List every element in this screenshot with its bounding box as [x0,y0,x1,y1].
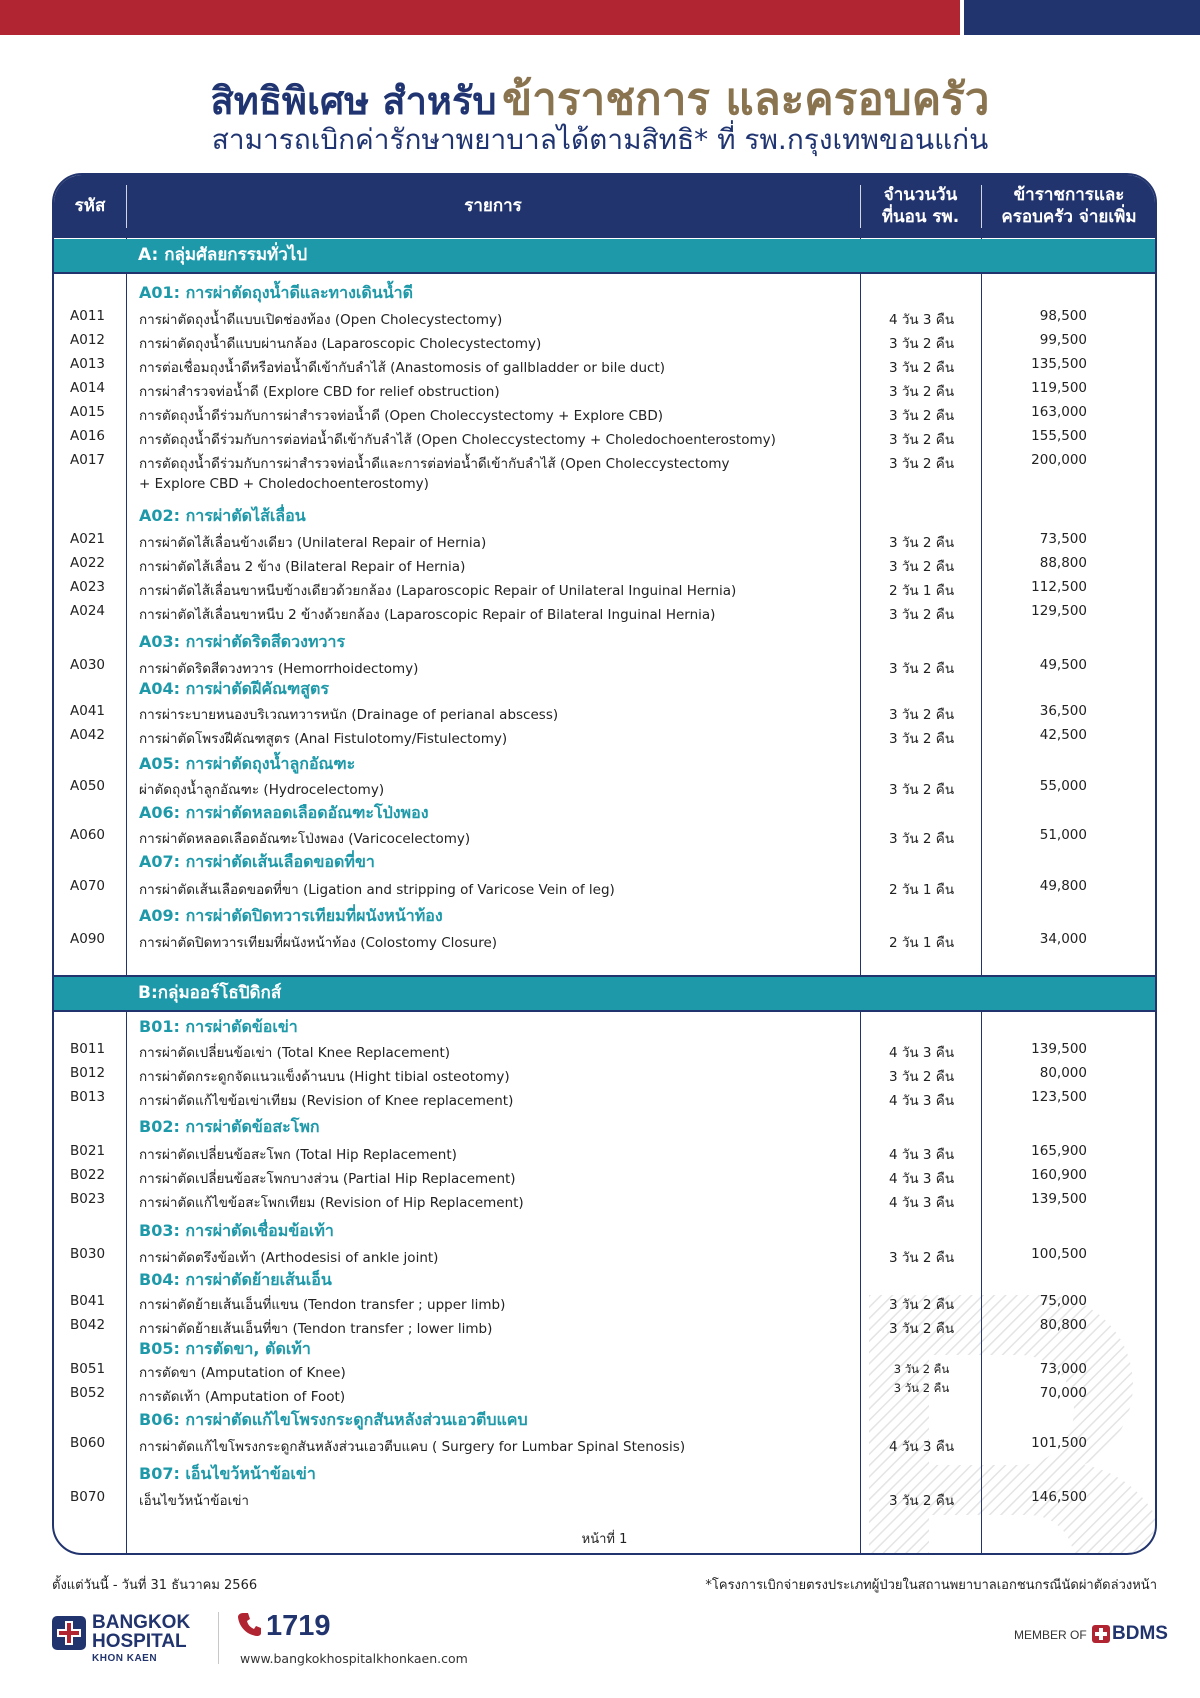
row-price: 88,800 [1039,555,1087,571]
table-row [54,1293,1155,1315]
table-row [54,603,1155,625]
table-row [54,332,1155,354]
subheading-a06: A06: การผ่าตัดหลอดเลือดอัณฑะโป่งพอง [139,803,429,822]
row-code: A041 [70,703,106,719]
row-nights: 3 วัน 2 คืน [888,782,955,798]
row-nights: 3 วัน 2 คืน [888,1321,955,1337]
logo-word-bangkok: BANGKOK [92,1612,191,1633]
logo-branch: KHON KAEN [92,1653,158,1664]
row-code: A024 [70,603,106,619]
row-price: 160,900 [1031,1167,1087,1183]
subheading-b04: B04: การผ่าตัดย้ายเส้นเอ็น [139,1270,332,1289]
page-number: หน้าที่ 1 [581,1532,628,1547]
group-a-header [54,239,1155,272]
col-header-nights [860,175,981,238]
table-row [54,703,1155,725]
row-price: 73,000 [1039,1361,1087,1377]
row-nights: 3 วัน 2 คืน [893,1381,950,1395]
table-header [54,175,1155,238]
subheading-b07: B07: เอ็นไขว้หน้าข้อเข่า [139,1464,316,1483]
row-price: 123,500 [1031,1089,1087,1105]
hospital-cross-icon [52,1616,86,1650]
row-description: การตัดขา (Amputation of Knee) [139,1365,346,1381]
bdms-logo [1092,1622,1168,1646]
row-price: 34,000 [1039,931,1087,947]
row-code: A012 [70,332,106,348]
table-row [54,1246,1155,1268]
row-code: B011 [70,1041,106,1057]
row-code: A060 [70,827,106,843]
row-code: B023 [70,1191,106,1207]
row-description: การผ่าตัดโพรงฝีคัณฑสูตร (Anal Fistulotomy/Fistulectomy) [139,731,508,747]
table-row [54,1089,1155,1111]
row-price: 49,800 [1039,878,1087,894]
row-code: B030 [70,1246,106,1262]
price-table [52,173,1157,1555]
col-header-nights-line1: จำนวนวัน [883,185,958,206]
member-of-label: MEMBER OF [1014,1628,1087,1642]
row-nights: 3 วัน 2 คืน [893,1362,950,1376]
row-price: 129,500 [1031,603,1087,619]
row-description: การผ่าตัดแก้ไขข้อสะโพกเทียม (Revision of Hip Replacement) [139,1195,524,1211]
row-nights: 4 วัน 3 คืน [888,312,955,328]
row-description: การผ่าตัดริดสีดวงทวาร (Hemorrhoidectomy) [139,661,419,677]
row-description: การตัดเท้า (Amputation of Foot) [139,1389,346,1405]
table-row [54,308,1155,330]
row-nights: 3 วัน 2 คืน [888,456,955,472]
table-row [54,657,1155,679]
row-price: 98,500 [1039,308,1087,324]
col-header-item: รายการ [464,195,522,216]
row-code: B021 [70,1143,106,1159]
row-description: การผ่าตัดถุงน้ำดีแบบเปิดช่องท้อง (Open Cholecystectomy) [139,312,503,328]
row-description-continued: + Explore CBD + Choledochoenterostomy) [139,476,429,492]
bangkok-hospital-logo [52,1612,204,1667]
table-row [54,404,1155,426]
row-price: 70,000 [1039,1385,1087,1401]
table-row [54,579,1155,601]
row-price: 99,500 [1039,332,1087,348]
row-code: B052 [70,1385,106,1401]
row-code: B012 [70,1065,106,1081]
row-description: การผ่าระบายหนองบริเวณทวารหนัก (Drainage of perianal abscess) [139,707,559,723]
row-code: A017 [70,452,106,468]
row-description: การผ่าตัดไส้เลื่อน 2 ข้าง (Bilateral Repair of Hernia) [139,559,466,575]
subheading-b03: B03: การผ่าตัดเชื่อมข้อเท้า [139,1221,334,1240]
row-description: การผ่าตัดไส้เลื่อนข้างเดียว (Unilateral Repair of Hernia) [139,535,487,551]
row-nights: 4 วัน 3 คืน [888,1093,955,1109]
row-code: A016 [70,428,106,444]
row-price: 73,500 [1039,531,1087,547]
row-nights: 4 วัน 3 คืน [888,1439,955,1455]
subheading-a05: A05: การผ่าตัดถุงน้ำลูกอัณฑะ [139,754,356,773]
row-nights: 2 วัน 1 คืน [888,583,955,599]
table-row [54,380,1155,402]
row-price: 200,000 [1031,452,1087,468]
row-nights: 3 วัน 2 คืน [888,731,955,747]
table-row [54,1167,1155,1189]
row-description: การตัดถุงน้ำดีร่วมกับการผ่าสำรวจท่อน้ำดีและการต่อท่อน้ำดีเข้ากับลำไส้ (Open Choleccystectomy [139,456,730,472]
row-code: A013 [70,356,106,372]
row-price: 100,500 [1031,1246,1087,1262]
row-code: A023 [70,579,106,595]
col-header-payment [981,175,1157,238]
page-subtitle: สามารถเบิกค่ารักษาพยาบาลได้ตามสิทธิ* ที่ รพ.กรุงเทพขอนแก่น [211,123,989,156]
table-row [54,1489,1155,1511]
row-price: 119,500 [1031,380,1087,396]
row-nights: 3 วัน 2 คืน [888,360,955,376]
row-nights: 3 วัน 2 คืน [888,384,955,400]
col-header-code: รหัส [74,195,106,216]
top-red-bar [0,0,960,35]
table-row [54,1381,1155,1407]
subheading-b02: B02: การผ่าตัดข้อสะโพก [139,1117,320,1136]
row-price: 75,000 [1039,1293,1087,1309]
row-code: B070 [70,1489,106,1505]
hotline[interactable] [238,1610,331,1643]
row-description: การผ่าตัดไส้เลื่อนขาหนีบ 2 ข้างด้วยกล้อง (Laparoscopic Repair of Bilateral Inguinal Hernia) [139,607,716,623]
subheading-a09: A09: การผ่าตัดปิดทวารเทียมที่ผนังหน้าท้อง [139,906,443,925]
row-nights: 4 วัน 3 คืน [888,1195,955,1211]
row-description: การผ่าตัดถุงน้ำดีแบบผ่านกล้อง (Laparoscopic Cholecystectomy) [139,336,542,352]
table-row [54,778,1155,800]
row-price: 49,500 [1039,657,1087,673]
phone-icon [238,1610,262,1643]
row-code: A011 [70,308,106,324]
group-a-divider [54,272,1155,274]
subheading-a03: A03: การผ่าตัดริดสีดวงทวาร [139,632,346,651]
col-header-payment-line2: ครอบครัว จ่ายเพิ่ม [1001,206,1137,227]
table-row [54,356,1155,378]
row-code: A090 [70,931,106,947]
row-description: ผ่าตัดถุงน้ำลูกอัณฑะ (Hydrocelectomy) [139,782,385,798]
row-price: 139,500 [1031,1191,1087,1207]
title-part-civil-servants: ข้าราชการ และครอบครัว [502,74,990,125]
bdms-wordmark: BDMS [1112,1623,1168,1644]
row-nights: 3 วัน 2 คืน [888,1250,955,1266]
row-code: B060 [70,1435,106,1451]
group-a-label: A: กลุ่มศัลยกรรมทั่วไป [138,245,308,265]
bdms-cross-icon [1092,1625,1110,1643]
table-row [54,1317,1155,1339]
row-description: การผ่าตัดไส้เลื่อนขาหนีบข้างเดียวด้วยกล้อง (Laparoscopic Repair of Unilateral Inguinal Hernia) [139,583,737,599]
row-code: A070 [70,878,106,894]
top-navy-bar [964,0,1200,35]
row-price: 55,000 [1039,778,1087,794]
subheading-a02: A02: การผ่าตัดไส้เลื่อน [139,506,306,525]
row-price: 146,500 [1031,1489,1087,1505]
table-row [54,428,1155,450]
table-row [54,531,1155,553]
table-row [54,452,1155,474]
row-nights: 4 วัน 3 คืน [888,1171,955,1187]
row-nights: 3 วัน 2 คืน [888,432,955,448]
table-row [54,555,1155,577]
logo-wordmark [92,1613,190,1651]
row-description: การผ่าตัดย้ายเส้นเอ็นที่แขน (Tendon transfer ; upper limb) [139,1297,506,1313]
group-b-divider [54,1010,1155,1012]
row-nights: 3 วัน 2 คืน [888,661,955,677]
row-code: B013 [70,1089,106,1105]
row-nights: 3 วัน 2 คืน [888,535,955,551]
row-nights: 3 วัน 2 คืน [888,559,955,575]
row-nights: 4 วัน 3 คืน [888,1147,955,1163]
group-b-header [54,977,1155,1010]
row-nights: 3 วัน 2 คืน [888,607,955,623]
row-nights: 3 วัน 2 คืน [888,1297,955,1313]
row-code: A050 [70,778,106,794]
title-part-privilege: สิทธิพิเศษ สำหรับ [210,79,497,123]
row-price: 101,500 [1031,1435,1087,1451]
table-row [54,1065,1155,1087]
row-description: การผ่าตัดปิดทวารเทียมที่ผนังหน้าท้อง (Colostomy Closure) [139,935,498,951]
row-nights: 2 วัน 1 คืน [888,935,955,951]
row-description: การผ่าตัดแก้ไขข้อเข่าเทียม (Revision of Knee replacement) [139,1093,514,1109]
row-code: A015 [70,404,106,420]
row-nights: 4 วัน 3 คืน [888,1045,955,1061]
subheading-a07: A07: การผ่าตัดเส้นเลือดขอดที่ขา [139,852,375,871]
row-code: A042 [70,727,106,743]
table-row [54,1191,1155,1213]
row-description: การผ่าสำรวจท่อน้ำดี (Explore CBD for relief obstruction) [139,384,500,400]
valid-period-note: ตั้งแต่วันนี้ - วันที่ 31 ธันวาคม 2566 [52,1578,258,1593]
row-price: 51,000 [1039,827,1087,843]
subheading-b06: B06: การผ่าตัดแก้ไขโพรงกระดูกสันหลังส่วนเอวตีบแคบ [139,1410,528,1429]
table-row [54,1361,1155,1383]
row-description: การต่อเชื่อมถุงน้ำดีหรือท่อน้ำดีเข้ากับลำไส้ (Anastomosis of gallbladder or bile duct) [139,360,666,376]
row-description: การผ่าตัดเส้นเลือดขอดที่ขา (Ligation and stripping of Varicose Vein of leg) [139,882,615,898]
row-description: การผ่าตัดตรึงข้อเท้า (Arthodesisi of ankle joint) [139,1250,439,1266]
row-price: 139,500 [1031,1041,1087,1057]
hotline-number[interactable]: 1719 [266,1610,331,1642]
row-code: A014 [70,380,106,396]
subheading-a01: A01: การผ่าตัดถุงน้ำดีและทางเดินน้ำดี [139,283,413,302]
row-description: การผ่าตัดย้ายเส้นเอ็นที่ขา (Tendon transfer ; lower limb) [139,1321,493,1337]
row-price: 165,900 [1031,1143,1087,1159]
row-description: การผ่าตัดกระดูกจัดแนวแข็งด้านบน (Hight tibial osteotomy) [139,1069,510,1085]
row-description: การผ่าตัดเปลี่ยนข้อสะโพกบางส่วน (Partial Hip Replacement) [139,1171,516,1187]
row-nights: 3 วัน 2 คืน [888,336,955,352]
row-price: 155,500 [1031,428,1087,444]
row-description: การผ่าตัดหลอดเลือดอัณฑะโป่งพอง (Varicocelectomy) [139,831,471,847]
subheading-b05: B05: การตัดขา, ตัดเท้า [139,1339,311,1358]
row-code: A022 [70,555,106,571]
row-code: B022 [70,1167,106,1183]
row-code: A021 [70,531,106,547]
subheading-a04: A04: การผ่าตัดฝีคัณฑสูตร [139,679,329,698]
row-nights: 3 วัน 2 คืน [888,707,955,723]
row-nights: 3 วัน 2 คืน [888,831,955,847]
table-row [54,1041,1155,1063]
row-code: A030 [70,657,106,673]
col-header-payment-line1: ข้าราชการและ [1013,185,1125,206]
row-code: B042 [70,1317,106,1333]
direct-billing-note: *โครงการเบิกจ่ายตรงประเภทผู้ป่วยในสถานพยาบาลเอกชนกรณีนัดผ่าตัดล่วงหน้า [705,1578,1157,1593]
website-link[interactable]: www.bangkokhospitalkhonkaen.com [240,1651,468,1666]
row-description: การตัดถุงน้ำดีร่วมกับการผ่าสำรวจท่อน้ำดี (Open Choleccystectomy + Explore CBD) [139,408,663,424]
logo-word-hospital: HOSPITAL [92,1631,187,1652]
row-code: B041 [70,1293,106,1309]
row-code: B051 [70,1361,106,1377]
row-description: การผ่าตัดเปลี่ยนข้อสะโพก (Total Hip Replacement) [139,1147,457,1163]
row-nights: 3 วัน 2 คืน [888,1493,955,1509]
row-price: 36,500 [1039,703,1087,719]
col-header-nights-line2: ที่นอน รพ. [881,206,960,227]
table-row [54,931,1155,953]
row-nights: 3 วัน 2 คืน [888,1069,955,1085]
row-price: 112,500 [1031,579,1087,595]
row-price: 163,000 [1031,404,1087,420]
footer-divider [218,1612,219,1664]
row-nights: 2 วัน 1 คืน [888,882,955,898]
table-row [54,1143,1155,1165]
table-row [54,1435,1155,1457]
row-description: เอ็นไขว้หน้าข้อเข่า [139,1493,250,1509]
row-nights: 3 วัน 2 คืน [888,408,955,424]
row-description: การตัดถุงน้ำดีร่วมกับการต่อท่อน้ำดีเข้ากับลำไส้ (Open Choleccystectomy + Choledochoenterostomy) [139,432,776,448]
row-price: 80,000 [1039,1065,1087,1081]
table-row [54,878,1155,900]
subheading-b01: B01: การผ่าตัดข้อเข่า [139,1017,298,1036]
group-b-label: B:กลุ่มออร์โธปิดิกส์ [138,983,282,1003]
table-row [54,827,1155,849]
row-price: 80,800 [1039,1317,1087,1333]
row-price: 135,500 [1031,356,1087,372]
row-description: การผ่าตัดเปลี่ยนข้อเข่า (Total Knee Replacement) [139,1045,451,1061]
row-price: 42,500 [1039,727,1087,743]
row-description: การผ่าตัดแก้ไขโพรงกระดูกสันหลังส่วนเอวตีบแคบ ( Surgery for Lumbar Spinal Stenosis) [139,1439,686,1455]
table-row [54,727,1155,749]
